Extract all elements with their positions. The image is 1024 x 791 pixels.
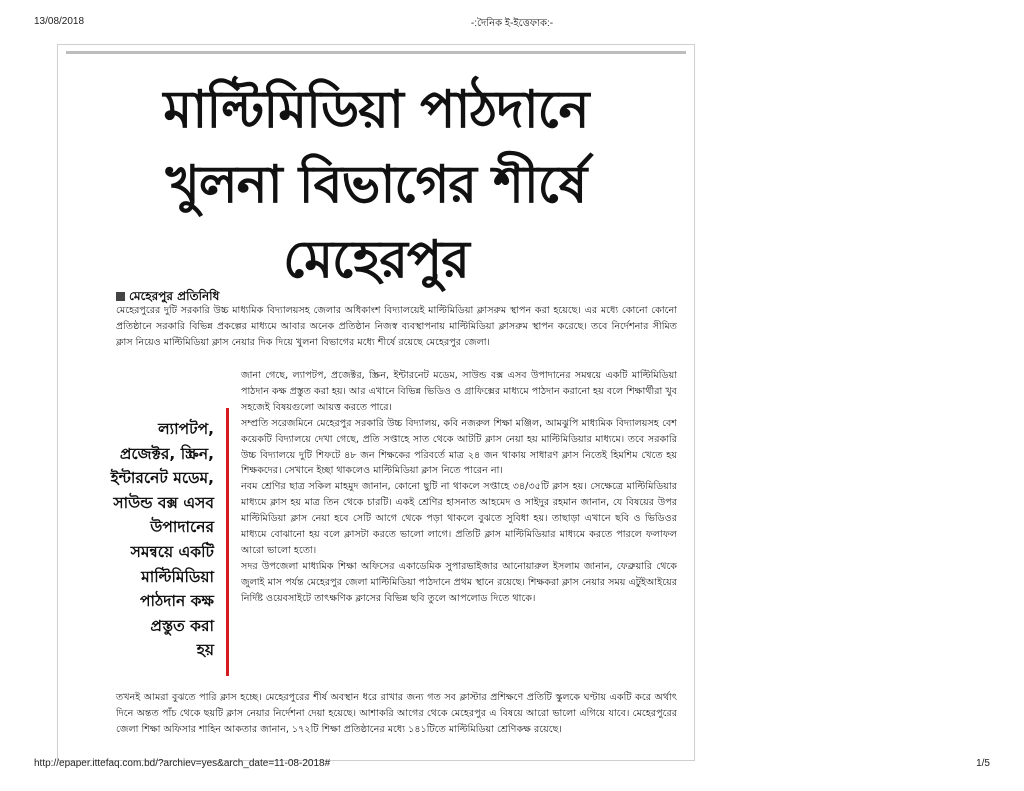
print-header xyxy=(34,16,990,32)
bottom-text-block xyxy=(116,690,677,738)
pull-quote-line: ইন্টারনেট মডেম, xyxy=(110,469,214,488)
lead-paragraph: মেহেরপুরের দুটি সরকারি উচ্চ মাধ্যমিক বিদ্যালয়সহ জেলার অধিকাংশ বিদ্যালয়েই মাল্টিমিডিয়া ক্লাসরুম স্থাপন করা হয়েছে। এর মধ্যে কোনো কোনো প্রতিষ্ঠানে সরকারি বিভিন্ন প্রকল্পের মাধ্যমে আবার অনেক প্রতিষ্ঠান নিজস্ব ব্যবস্থাপনায় মাল্টিমিডিয়া ক্লাসরুম স্থাপন করেছে। তবে নির্দেশনার সীমিত ক্লাস নিয়েও মাল্টিমিডিয়া ক্লাস নেয়ার দিক দিয়ে খুলনা বিভাগের মধ্যে শীর্ষে রয়েছে মেহেরপুর জেলা। xyxy=(116,305,677,348)
headline-line: মেহেরপুর xyxy=(283,230,469,290)
headline-line: মাল্টিমিডিয়া পাঠদানে xyxy=(163,80,589,140)
body-paragraph: সদর উপজেলা মাধ্যমিক শিক্ষা অফিসের একাডেমিক সুপারভাইজার আনোয়ারুল ইসলাম জানান, ফেব্রুয়ারি থেকে জুলাই মাস পর্যন্ত মেহেরপুর জেলা মাল্টিমিডিয়া পাঠদানে প্রথম স্থানে রয়েছে। শিক্ষকরা ক্লাস নেয়ার সময় এটুইআইয়ের নির্দিষ্ট ওয়েবসাইটে তাৎক্ষণিক ক্লাসের বিভিন্ন ছবি তুলে আপলোড দিতে থাকে। xyxy=(241,560,677,604)
print-url-link[interactable]: http://epaper.ittefaq.com.bd/?archiev=yes&arch_date=11-08-2018# xyxy=(34,758,331,769)
right-column-text xyxy=(241,368,677,607)
body-paragraph: জানা গেছে, ল্যাপটপ, প্রজেক্টর, স্ক্রিন, ইন্টারনেট মডেম, সাউন্ড বক্স এসব উপাদানের সমন্বয়ে একটি মাল্টিমিডিয়া পাঠদান কক্ষ প্রস্তুত করা হয়। আর এখানে বিভিন্ন ভিডিও ও গ্রাফিক্সের মাধ্যমে পাঠদান করানো হয় বলে শিক্ষার্থীরা খুব সহজেই বিষয়গুলো আয়ত্ত করতে পারে। xyxy=(241,370,677,413)
print-date: 13/08/2018 xyxy=(34,16,85,27)
pull-quote-line: হয় xyxy=(196,641,214,660)
byline-square-icon xyxy=(116,292,125,301)
pull-quote-line: সাউন্ড বক্স এসব xyxy=(113,493,214,512)
body-paragraph: সম্প্রতি সরেজমিনে মেহেরপুর সরকারি উচ্চ বিদ্যালয়, কবি নজরুল শিক্ষা মঞ্জিল, আমঝুপি মাধ্যমিক বিদ্যালয়সহ বেশ কয়েকটি বিদ্যালয়ে দেখা গেছে, প্রতি সপ্তাহে সাত থেকে আটটি ক্লাস নেয়া হয় মাল্টিমিডিয়ার মাধ্যমে। তবে সরকারি উচ্চ বিদ্যালয়ে দুটি শিফটে ৪৮ জন শিক্ষকের পরিবর্তে মাত্র ২৪ জন থাকায় সাধারণ ক্লাস নিতেই হিমশিম খেতে হয় শিক্ষকদের। সেখানে ইচ্ছা থাকলেও মাল্টিমিডিয়া ক্লাস নিতে পারেন না। xyxy=(241,417,677,477)
pull-quote-line: পাঠদান কক্ষ xyxy=(140,592,214,611)
headline-line: খুলনা বিভাগের শীর্ষে xyxy=(165,155,587,215)
article-headline xyxy=(78,73,674,298)
print-footer xyxy=(34,758,990,772)
pull-quote-line: সমন্বয়ে একটি xyxy=(130,542,214,561)
print-page-title: -:দৈনিক ই-ইত্তেফাক:- xyxy=(470,18,554,29)
lead-paragraph-block xyxy=(116,303,677,351)
body-paragraph: নবম শ্রেণির ছাত্র সকিল মাহমুদ জানান, কোনো ছুটি না থাকলে সপ্তাহে ৩৪/৩৫টি ক্লাস হয়। সেক্ষেত্রে মাল্টিমিডিয়ার মাধ্যমে ক্লাস হয় মাত্র তিন থেকে চারটি। একই শ্রেণির হাসনাত আহমেদ ও সাইদুর রহমান জানান, যে বিষয়ের উপর মাল্টিমিডিয়া ক্লাস নেয়া হবে সেটি আগে থেকে পড়া থাকলে বুঝতে সুবিধা হয়। তাছাড়া এখানে ছবি ও ভিডিওর মাধ্যমে বোঝানো হয় বলে ক্লাসটা করতে ভালো লাগে। প্রতিটি ক্লাস মাল্টিমিডিয়ার মাধ্যমে করতে পারলে ফলাফল আরো ভালো হতো। xyxy=(241,481,677,556)
body-paragraph: তখনই আমরা বুঝতে পারি ক্লাস হচ্ছে। মেহেরপুরের শীর্ষ অবস্থান ধরে রাখার জন্য গত সব ক্লাস্টার প্রশিক্ষণে প্রতিটি স্কুলকে ঘণ্টায় একটি করে অর্থাৎ দিনে অন্তত পাঁচ থেকে ছয়টি ক্লাস নেয়ার নির্দেশনা দেয়া হয়েছে। আশাকরি আগের থেকে মেহেরপুর এ বিষয়ে আরো ভালো এগিয়ে যাবে। মেহেরপুরের জেলা শিক্ষা অফিসার শাহিন আকতার জানান, ১৭২টি শিক্ষা প্রতিষ্ঠানের মধ্যে ১৪১টিতে মাল্টিমিডিয়া শ্রেণিকক্ষ রয়েছে। xyxy=(116,692,677,735)
pull-quote-line: উপাদানের xyxy=(150,518,214,537)
print-page-number: 1/5 xyxy=(976,758,990,769)
newspaper-clipping xyxy=(57,44,695,761)
pull-quote xyxy=(78,417,214,663)
pull-quote-line: ল্যাপটপ, xyxy=(158,420,214,438)
pull-quote-accent-bar xyxy=(226,408,229,676)
pull-quote-line: প্রজেক্টর, স্ক্রিন, xyxy=(119,444,214,463)
pull-quote-line: প্রস্তুত করা xyxy=(150,616,214,635)
top-rule xyxy=(66,51,686,54)
pull-quote-line: মাল্টিমিডিয়া xyxy=(141,567,214,586)
byline-text: মেহেরপুর প্রতিনিধি xyxy=(129,289,220,303)
